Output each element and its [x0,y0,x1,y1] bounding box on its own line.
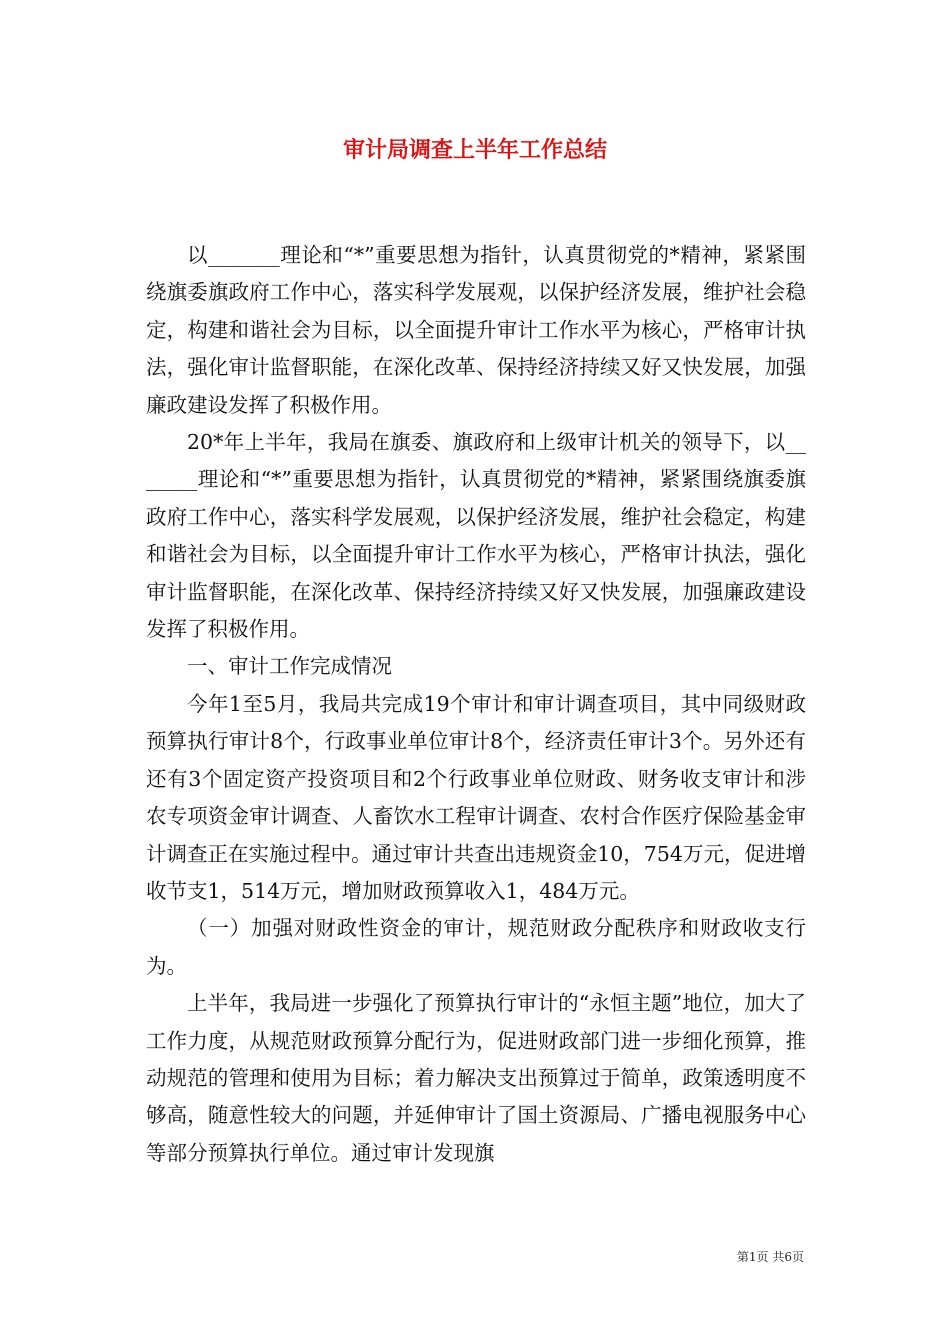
section-heading-completion: 一、审计工作完成情况 [187,654,392,679]
paragraph-intro: 以_______理论和“*”重要思想为指针，认真贯彻党的*精神，紧紧围绕旗委旗政府工作中心，落实科学发展观，以保护经济发展，维护社会稳定，构建和谐社会为目标，以全面提升审计工作水平为核心，严格审计执法，强化审计监督职能，在深化改革、保持经济持续又好又快发展，加强廉政建设发挥了积极作用。 [146,243,806,417]
paragraph-half-year-summary: 20*年上半年，我局在旗委、旗政府和上级审计机关的领导下，以_______理论和“*”重要思想为指针，认真贯彻党的*精神，紧紧围绕旗委旗政府工作中心，落实科学发展观，以保护经济发展，维护社会稳定，构建和谐社会为目标，以全面提升审计工作水平为核心，严格审计执法，强化审计监督职能，在深化改革、保持经济持续又好又快发展，加强廉政建设发挥了积极作用。 [146,430,806,642]
subsection-heading-fiscal-audit: （一）加强对财政性资金的审计，规范财政分配秩序和财政收支行为。 [146,916,806,978]
page-number-footer: 第1页 共6页 [736,1250,804,1264]
document-body [146,237,806,1172]
document-title: 审计局调查上半年工作总结 [342,137,607,163]
paragraph-budget-execution: 上半年，我局进一步强化了预算执行审计的“永恒主题”地位，加大了工作力度，从规范财政预算分配行为，促进财政部门进一步细化预算，推动规范的管理和使用为目标；着力解决支出预算过于简单，政策透明度不够高，随意性较大的问题，并延伸审计了国土资源局、广播电视服务中心等部分预算执行单位。通过审计发现旗 [146,991,806,1165]
paragraph-project-stats: 今年1至5月，我局共完成19个审计和审计调查项目，其中同级财政预算执行审计8个，行政事业单位审计8个，经济责任审计3个。另外还有还有3个固定资产投资项目和2个行政事业单位财政、财务收支审计和涉农专项资金审计调查、人畜饮水工程审计调查、农村合作医疗保险基金审计调查正在实施过程中。通过审计共查出违规资金10，754万元，促进增收节支1，514万元，增加财政预算收入1，484万元。 [146,691,806,903]
